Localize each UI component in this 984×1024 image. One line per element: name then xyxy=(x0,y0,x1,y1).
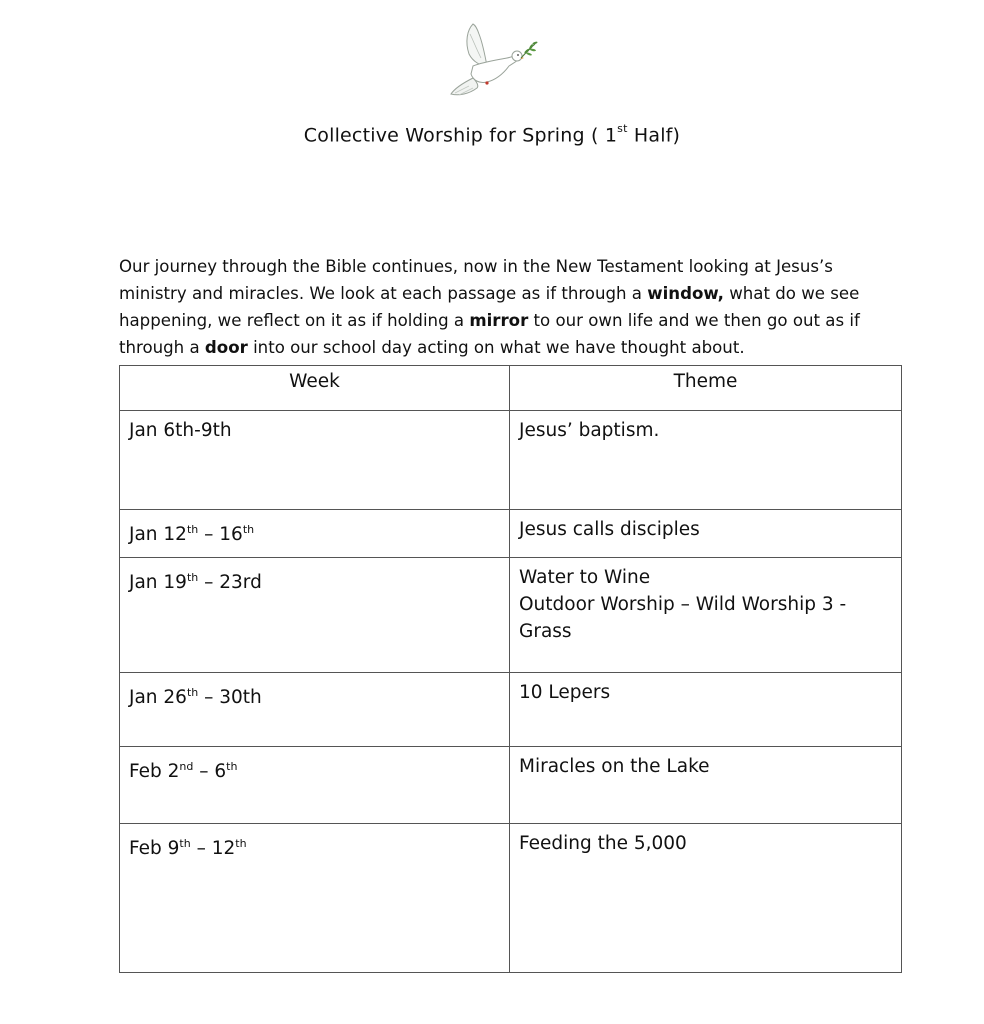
table-row xyxy=(120,673,902,747)
table-row xyxy=(120,558,902,673)
emphasis-window: window, xyxy=(647,284,724,303)
table-row xyxy=(120,510,902,558)
theme-cell: 10 Lepers xyxy=(510,673,902,747)
theme-cell: Feeding the 5,000 xyxy=(510,824,902,973)
table-row xyxy=(120,824,902,973)
header-theme: Theme xyxy=(510,366,902,411)
page-title: Collective Worship for Spring ( 1st Half) xyxy=(303,122,681,147)
week-cell: Jan 26th – 30th xyxy=(120,673,510,747)
dove-icon xyxy=(443,16,539,112)
header-week: Week xyxy=(120,366,510,411)
table-row xyxy=(120,411,902,510)
week-cell: Jan 6th-9th xyxy=(120,411,510,510)
intro-paragraph: Our journey through the Bible continues, now in the New Testament looking at Jesus’s ministry and miracles. We look at each passage as if through a window, what do we see happening, we reflect on it as if holding a mirror to our own life and we then go out as if through a door into our school day acting on what we have thought about. xyxy=(119,257,860,357)
week-cell: Feb 9th – 12th xyxy=(120,824,510,973)
table-row xyxy=(120,747,902,824)
theme-cell: Jesus calls disciples xyxy=(510,510,902,558)
week-cell: Feb 2nd – 6th xyxy=(120,747,510,824)
theme-cell: Jesus’ baptism. xyxy=(510,411,902,510)
emphasis-mirror: mirror xyxy=(469,311,529,330)
theme-cell: Miracles on the Lake xyxy=(510,747,902,824)
worship-schedule-table xyxy=(119,365,902,973)
week-cell: Jan 19th – 23rd xyxy=(120,558,510,673)
week-cell: Jan 12th – 16th xyxy=(120,510,510,558)
theme-cell: Water to Wine Outdoor Worship – Wild Worship 3 - Grass xyxy=(510,558,902,673)
table-header-row xyxy=(120,366,902,411)
emphasis-door: door xyxy=(204,338,248,357)
